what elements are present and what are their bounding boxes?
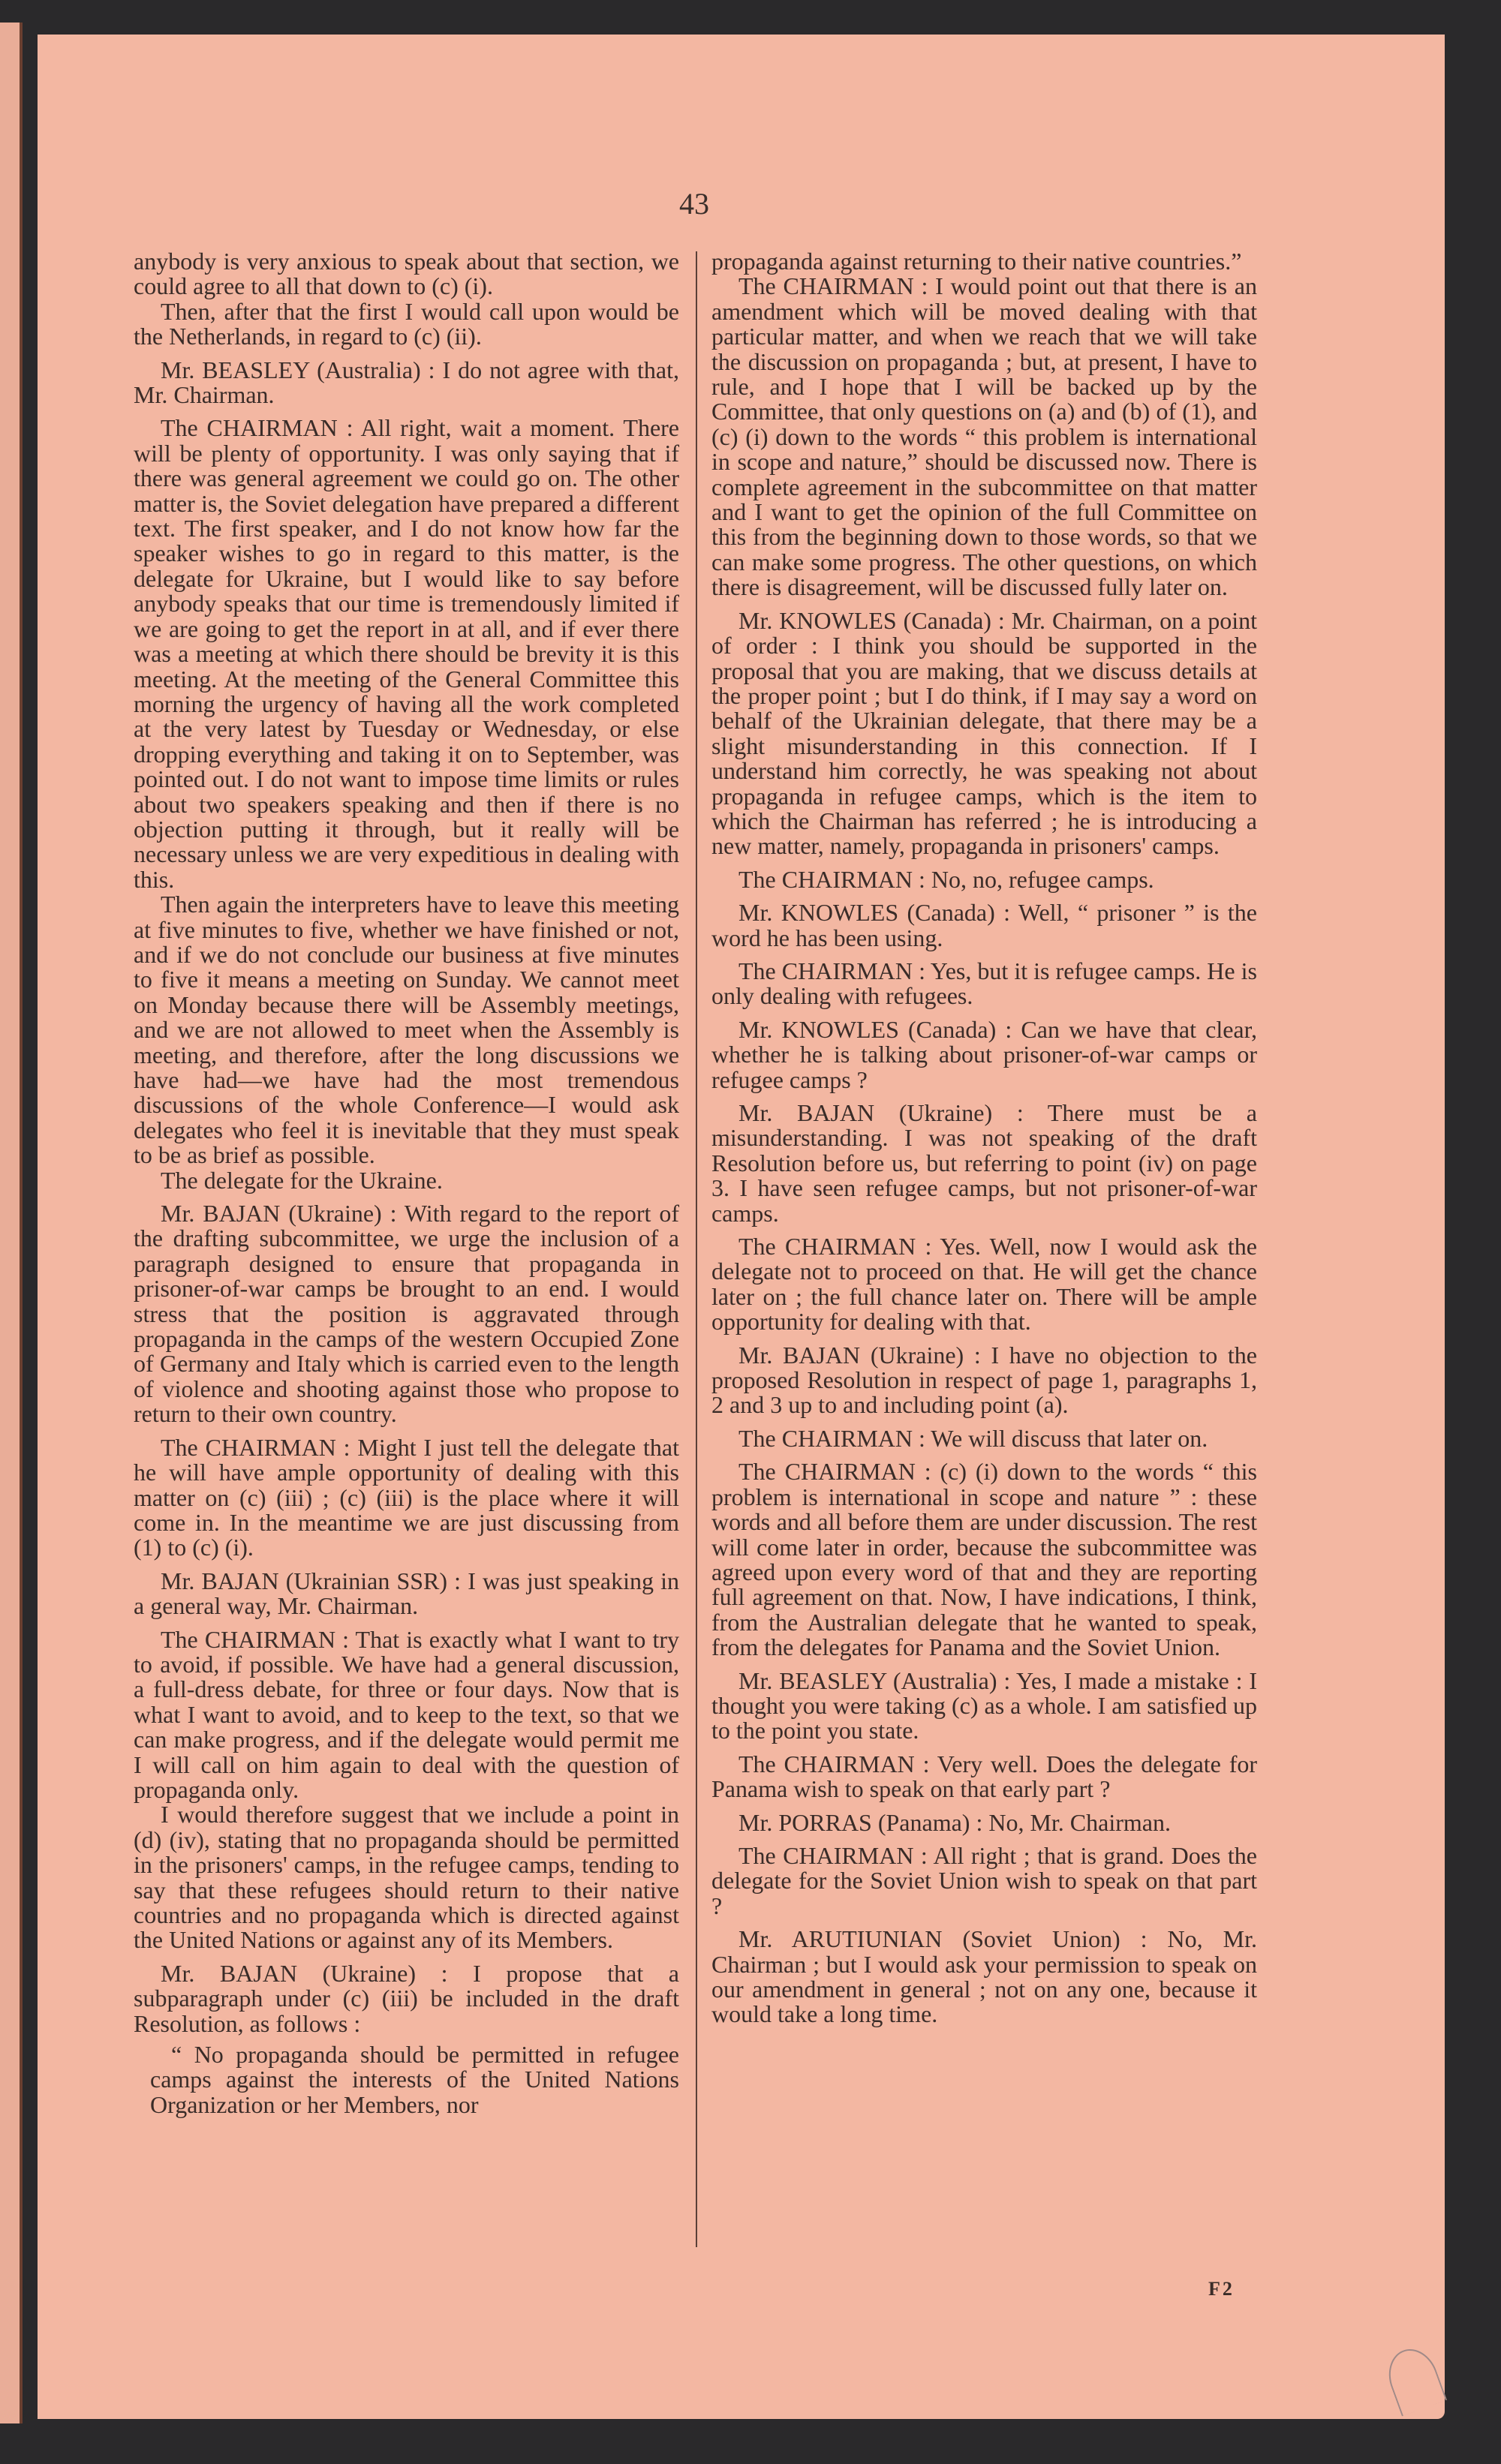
paragraph: The CHAIRMAN : All right, wait a moment. There will be plenty of opportunity. I was only saying that if there was general agreement we could go on. The other matter is, the Soviet delegation have prepared a different text. The first speaker, and I do not know how far the speaker wishes to go in regard to this matter, is the delegate for Ukraine, but I would like to say before anybody speaks that our time is tremendously limited if we are going to get the report in at all, and if ever there was a meeting at which there should be brevity it is this meeting. At the meeting of the General Committee this morning the urgency of having all the work completed at the very latest by Tuesday or Wednesday, or else dropping everything and taking it on to September, was pointed out. I do not want to impose time limits or rules about two speakers speaking and then if there is no objection putting it through, but it really will be necessary unless we are very expeditious in dealing with this. — [134, 414, 679, 893]
paragraph: The CHAIRMAN : I would point out that there is an amendment which will be moved dealing with that particular matter, and when we reach that we will take the discussion on propaganda ; but, at present, I have to rule, and I hope that I will be backed up by the Committee, that only questions on (a) and (b) of (1), and (c) (i) down to the words “ this problem is international in scope and nature,” should be discussed now. There is complete agreement in the subcommittee on that matter and I want to get the opinion of the full Committee on this from the beginning down to those words, so that we can make some progress. The other questions, on which there is disagreement, will be discussed fully later on. — [711, 272, 1257, 601]
paragraph: The CHAIRMAN : Yes, but it is refugee camps. He is only dealing with refugees. — [711, 957, 1257, 1010]
page-number: 43 — [679, 187, 709, 221]
quoted-resolution-text: “ No propaganda should be permitted in refugee camps against the interests of the United Nations Organization or her Members, nor — [150, 2041, 679, 2118]
paragraph: Mr. PORRAS (Panama) : No, Mr. Chairman. — [738, 1808, 1171, 1836]
paragraph: The delegate for the Ukraine. — [161, 1166, 443, 1194]
paragraph: Mr. BEASLEY (Australia) : Yes, I made a mistake : I thought you were taking (c) as a whole. I am satisfied up to the point you state. — [711, 1666, 1257, 1744]
signature-mark: F2 — [1208, 2278, 1235, 2300]
previous-page-edge — [0, 23, 23, 2423]
paragraph: Then, after that the first I would call upon would be the Netherlands, in regard to (c) (ii). — [134, 297, 679, 350]
paragraph: Mr. BAJAN (Ukraine) : There must be a misunderstanding. I was not speaking of the draft Resolution before us, but referring to point (iv) on page 3. I have seen refugee camps, but not prisoner-of-war camps. — [711, 1099, 1257, 1227]
paragraph: The CHAIRMAN : Yes. Well, now I would ask the delegate not to proceed on that. He will get the chance later on ; the full chance later on. There will be ample opportunity for dealing with that. — [711, 1233, 1257, 1336]
paragraph: Mr. KNOWLES (Canada) : Can we have that clear, whether he is talking about prisoner-of-war camps or refugee camps ? — [711, 1015, 1257, 1093]
paragraph: Mr. BAJAN (Ukrainian SSR) : I was just speaking in a general way, Mr. Chairman. — [134, 1567, 679, 1620]
paragraph: Mr. BAJAN (Ukraine) : I propose that a subparagraph under (c) (iii) be included in the draft Resolution, as follows : — [134, 1959, 679, 2037]
column-divider — [696, 251, 697, 2247]
paragraph: propaganda against returning to their native countries.” — [711, 248, 1242, 275]
left-column — [134, 249, 679, 2117]
paragraph: Mr. KNOWLES (Canada) : Well, “ prisoner ” is the word he has been using. — [711, 899, 1257, 951]
paragraph: Mr. ARUTIUNIAN (Soviet Union) : No, Mr. Chairman ; but I would ask your permission to speak on our amendment in general ; not on any one, because it would take a long time. — [711, 1925, 1257, 2028]
paragraph: Then again the interpreters have to leave this meeting at five minutes to five, whether we have finished or not, and if we do not conclude our business at five minutes to five it means a meeting on Sunday. We cannot meet on Monday because there will be Assembly meetings, and we are not allowed to meet when the Assembly is meeting, and therefore, after the long discussions we have had—we have had the most tremendous discussions of the whole Conference—I would ask delegates who feel it is inevitable that they must speak to be as brief as possible. — [134, 891, 679, 1169]
paragraph: anybody is very anxious to speak about that section, we could agree to all that down to (c) (i). — [134, 248, 679, 300]
paragraph: The CHAIRMAN : Very well. Does the delegate for Panama wish to speak on that early part ? — [711, 1750, 1257, 1803]
paragraph: Mr. BEASLEY (Australia) : I do not agree with that, Mr. Chairman. — [134, 356, 679, 409]
paragraph: Mr. BAJAN (Ukraine) : With regard to the report of the drafting subcommittee, we urge the inclusion of a paragraph designed to ensure that propaganda in prisoner-of-war camps be brought to an end. I would stress that the position is aggravated through propaganda in the camps of the western Occupied Zone of Germany and Italy which is carried even to the length of violence and shooting against those who propose to return to their own country. — [134, 1200, 679, 1428]
paragraph: Mr. BAJAN (Ukraine) : I have no objection to the proposed Resolution in respect of page 1, paragraphs 1, 2 and 3 up to and including point (a). — [711, 1341, 1257, 1419]
paragraph: Mr. KNOWLES (Canada) : Mr. Chairman, on a point of order : I think you should be supported in the proposal that you are making, that we discuss details at the proper point ; but I do think, if I may say a word on behalf of the Ukrainian delegate, that there may be a slight misunderstanding in this connection. If I understand him correctly, he was speaking not about propaganda in refugee camps, which is the item to which the Chairman has referred ; he is introducing a new matter, namely, propaganda in prisoners' camps. — [711, 606, 1257, 860]
paragraph: I would therefore suggest that we include a point in (d) (iv), stating that no propaganda should be permitted in the prisoners' camps, in the refugee camps, tending to say that these refugees should return to their native countries and no propaganda which is directed against the United Nations or against any of its Members. — [134, 1801, 679, 1954]
paragraph: The CHAIRMAN : That is exactly what I want to try to avoid, if possible. We have had a general discussion, a full-dress debate, for three or four days. Now that is what I want to avoid, and to keep to the text, so that we can make progress, and if the delegate would permit me I will call on him again to deal with the question of propaganda only. — [134, 1625, 679, 1803]
paragraph: The CHAIRMAN : Might I just tell the delegate that he will have ample opportunity of dealing with this matter on (c) (iii) ; (c) (iii) is the place where it will come in. In the meantime we are just discussing from (1) to (c) (i). — [134, 1433, 679, 1561]
right-column — [711, 249, 1257, 2027]
paragraph: The CHAIRMAN : (c) (i) down to the words “ this problem is international in scope and nature ” : these words and all before them are under discussion. The rest will come later in order, because the subcommittee was agreed upon every word of that and they are reporting full agreement on that. Now, I have indications, I think, from the Australian delegate that he wanted to speak, from the delegates for Panama and the Soviet Union. — [711, 1458, 1257, 1661]
paragraph: The CHAIRMAN : All right ; that is grand. Does the delegate for the Soviet Union wish to speak on that part ? — [711, 1841, 1257, 1919]
paragraph: The CHAIRMAN : We will discuss that later on. — [738, 1424, 1208, 1452]
paragraph: The CHAIRMAN : No, no, refugee camps. — [738, 865, 1154, 893]
